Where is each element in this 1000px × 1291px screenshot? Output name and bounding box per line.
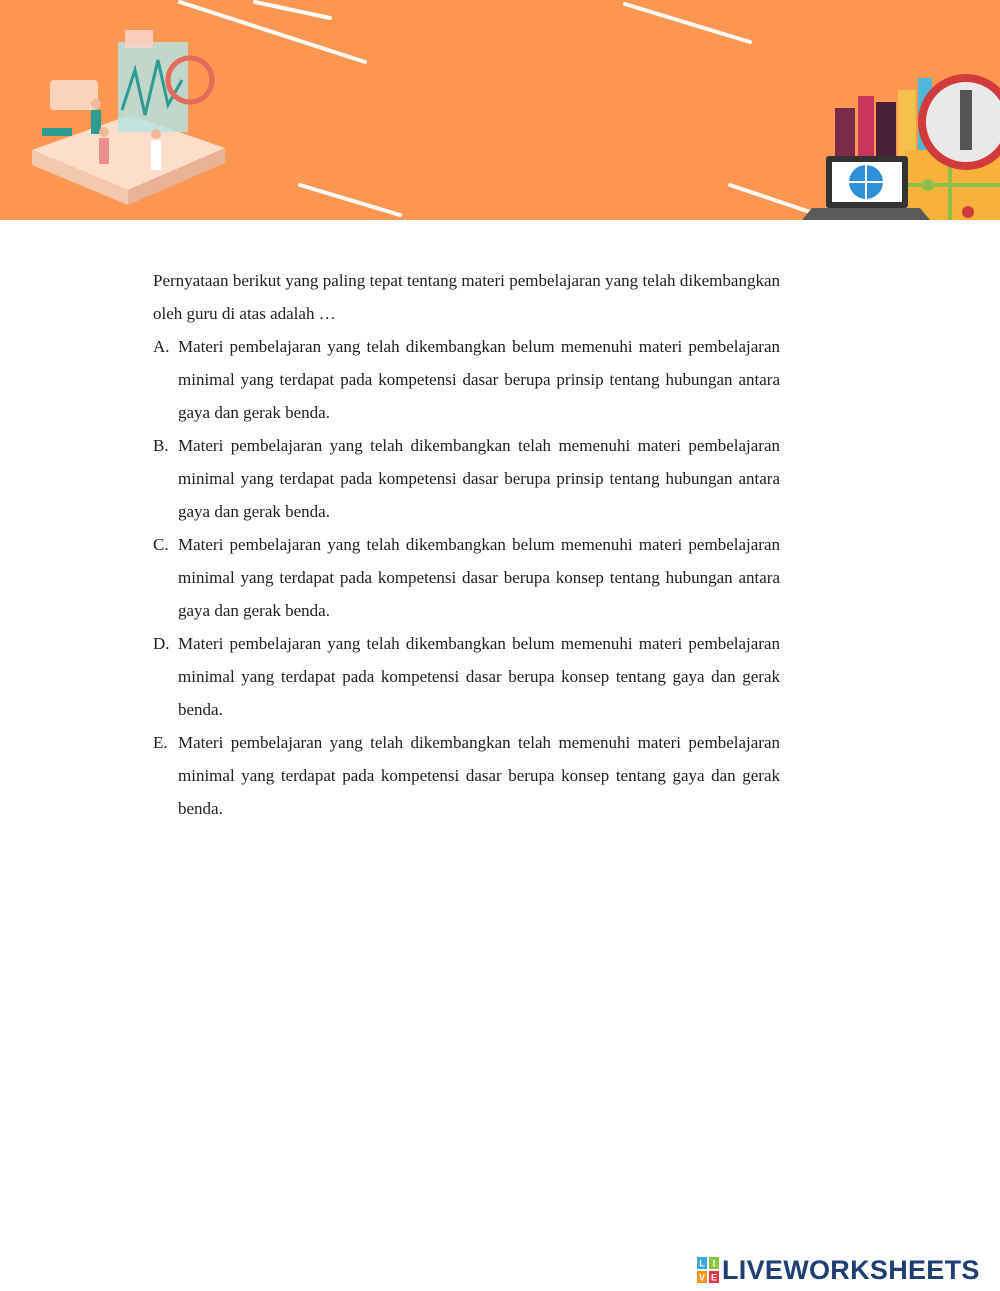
option-d[interactable] (153, 627, 780, 726)
option-b-text: Materi pembelajaran yang telah dikembangkan telah memenuhi materi pembelajaran minimal yang terdapat pada kompetensi dasar berupa prinsip tentang hubungan antara gaya dan gerak benda. (178, 436, 780, 521)
option-e-text: Materi pembelajaran yang telah dikembangkan telah memenuhi materi pembelajaran minimal yang terdapat pada kompetensi dasar berupa konsep tentang gaya dan gerak benda. (178, 733, 780, 818)
analytics-illustration (32, 30, 225, 205)
question-block (153, 264, 780, 825)
liveworksheets-mark-icon (697, 1257, 719, 1283)
header-banner (0, 0, 1000, 220)
question-stem: Pernyataan berikut yang paling tepat tentang materi pembelajaran yang telah dikembangkan oleh guru di atas adalah … (153, 271, 780, 323)
liveworksheets-logo[interactable] (697, 1252, 980, 1288)
option-b[interactable] (153, 429, 780, 528)
mark-letter-v: V (698, 1272, 706, 1283)
option-a-text: Materi pembelajaran yang telah dikembangkan belum memenuhi materi pembelajaran minimal yang terdapat pada kompetensi dasar berupa prinsip tentang hubungan antara gaya dan gerak benda. (178, 337, 780, 422)
books-laptop-illustration (802, 78, 1000, 220)
option-e[interactable] (153, 726, 780, 825)
option-e-letter: E. (153, 733, 168, 752)
option-d-text: Materi pembelajaran yang telah dikembangkan belum memenuhi materi pembelajaran minimal yang terdapat pada kompetensi dasar berupa konsep tentang gaya dan gerak benda. (178, 634, 780, 719)
option-a[interactable] (153, 330, 780, 429)
option-d-letter: D. (153, 634, 170, 653)
option-b-letter: B. (153, 436, 169, 455)
banner-illustration (0, 0, 1000, 220)
option-c-text: Materi pembelajaran yang telah dikembangkan belum memenuhi materi pembelajaran minimal yang terdapat pada kompetensi dasar berupa konsep tentang hubungan antara gaya dan gerak benda. (178, 535, 780, 620)
mark-letter-i: I (712, 1258, 716, 1269)
liveworksheets-wordmark: LIVEWORKSHEETS (722, 1255, 980, 1285)
banner-streaks (180, 2, 810, 215)
option-c-letter: C. (153, 535, 169, 554)
mark-letter-l: L (699, 1258, 705, 1269)
option-c[interactable] (153, 528, 780, 627)
option-a-letter: A. (153, 337, 170, 356)
mark-letter-e: E (710, 1272, 718, 1283)
